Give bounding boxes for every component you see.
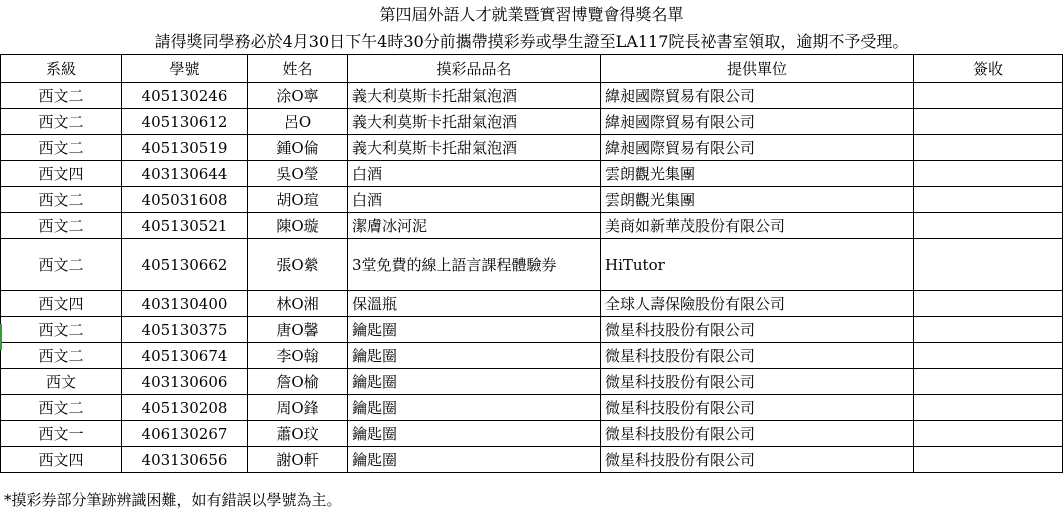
cell-name[interactable]: 林O湘: [248, 291, 348, 317]
table-row: [1, 83, 1063, 109]
cell-dept[interactable]: 西文二: [1, 343, 122, 369]
cell-name[interactable]: 周O鋒: [248, 395, 348, 421]
cell-prize[interactable]: 鑰匙圈: [348, 369, 601, 395]
cell-dept[interactable]: 西文二: [1, 317, 122, 343]
cell-signature[interactable]: [914, 447, 1063, 473]
header-dept: 系級: [1, 55, 122, 83]
cell-student-id[interactable]: 405130612: [122, 109, 248, 135]
cell-name[interactable]: 謝O軒: [248, 447, 348, 473]
cell-signature[interactable]: [914, 343, 1063, 369]
cell-sponsor[interactable]: 緯昶國際貿易有限公司: [601, 109, 914, 135]
cell-signature[interactable]: [914, 395, 1063, 421]
cell-name[interactable]: 陳O璇: [248, 213, 348, 239]
cell-name[interactable]: 胡O瑄: [248, 187, 348, 213]
table-row: [1, 213, 1063, 239]
table-row: [1, 187, 1063, 213]
cell-student-id[interactable]: 405130519: [122, 135, 248, 161]
table-row: [1, 317, 1063, 343]
cell-student-id[interactable]: 405130521: [122, 213, 248, 239]
cell-signature[interactable]: [914, 239, 1063, 291]
table-row: [1, 239, 1063, 291]
cell-signature[interactable]: [914, 291, 1063, 317]
cell-sponsor[interactable]: 緯昶國際貿易有限公司: [601, 135, 914, 161]
cell-dept[interactable]: 西文二: [1, 109, 122, 135]
cell-sponsor[interactable]: 微星科技股份有限公司: [601, 343, 914, 369]
cell-sponsor[interactable]: 雲朗觀光集團: [601, 161, 914, 187]
cell-student-id[interactable]: 405130208: [122, 395, 248, 421]
cell-dept[interactable]: 西文二: [1, 213, 122, 239]
cell-signature[interactable]: [914, 135, 1063, 161]
cell-dept[interactable]: 西文二: [1, 187, 122, 213]
cell-student-id[interactable]: 406130267: [122, 421, 248, 447]
cell-sponsor[interactable]: 微星科技股份有限公司: [601, 447, 914, 473]
cell-student-id[interactable]: 403130606: [122, 369, 248, 395]
cell-name[interactable]: 詹O榆: [248, 369, 348, 395]
cell-prize[interactable]: 白酒: [348, 161, 601, 187]
winners-table: [0, 54, 1063, 473]
header-row: [1, 55, 1063, 83]
cell-name[interactable]: 唐O馨: [248, 317, 348, 343]
cell-prize[interactable]: 鑰匙圈: [348, 395, 601, 421]
cell-prize[interactable]: 鑰匙圈: [348, 343, 601, 369]
cell-prize[interactable]: 義大利莫斯卡托甜氣泡酒: [348, 135, 601, 161]
cell-sponsor[interactable]: 微星科技股份有限公司: [601, 317, 914, 343]
cell-dept[interactable]: 西文一: [1, 421, 122, 447]
cell-sponsor[interactable]: 微星科技股份有限公司: [601, 421, 914, 447]
cell-dept[interactable]: 西文二: [1, 239, 122, 291]
footnote: *摸彩券部分筆跡辨識困難，如有錯誤以學號為主。: [4, 491, 342, 509]
cell-student-id[interactable]: 405130674: [122, 343, 248, 369]
cell-prize[interactable]: 鑰匙圈: [348, 421, 601, 447]
cell-dept[interactable]: 西文四: [1, 291, 122, 317]
cell-prize[interactable]: 義大利莫斯卡托甜氣泡酒: [348, 109, 601, 135]
cell-name[interactable]: 蕭O玟: [248, 421, 348, 447]
cell-prize[interactable]: 鑰匙圈: [348, 447, 601, 473]
row-marker: [0, 324, 2, 350]
cell-dept[interactable]: 西文二: [1, 83, 122, 109]
cell-name[interactable]: 張O縈: [248, 239, 348, 291]
cell-signature[interactable]: [914, 187, 1063, 213]
cell-signature[interactable]: [914, 317, 1063, 343]
header-name: 姓名: [248, 55, 348, 83]
cell-student-id[interactable]: 403130400: [122, 291, 248, 317]
table-row: [1, 135, 1063, 161]
table-row: [1, 109, 1063, 135]
cell-name[interactable]: 鍾O倫: [248, 135, 348, 161]
cell-signature[interactable]: [914, 109, 1063, 135]
cell-prize[interactable]: 保溫瓶: [348, 291, 601, 317]
cell-prize[interactable]: 3堂免費的線上語言課程體驗券: [348, 239, 601, 291]
cell-sponsor[interactable]: 美商如新華茂股份有限公司: [601, 213, 914, 239]
table-row: [1, 343, 1063, 369]
table-row: [1, 161, 1063, 187]
cell-prize[interactable]: 鑰匙圈: [348, 317, 601, 343]
cell-student-id[interactable]: 403130644: [122, 161, 248, 187]
cell-student-id[interactable]: 405031608: [122, 187, 248, 213]
cell-dept[interactable]: 西文二: [1, 395, 122, 421]
cell-student-id[interactable]: 405130662: [122, 239, 248, 291]
cell-sponsor[interactable]: 全球人壽保險股份有限公司: [601, 291, 914, 317]
cell-student-id[interactable]: 405130375: [122, 317, 248, 343]
cell-dept[interactable]: 西文四: [1, 161, 122, 187]
cell-name[interactable]: 呂O: [248, 109, 348, 135]
cell-sponsor[interactable]: 微星科技股份有限公司: [601, 395, 914, 421]
cell-signature[interactable]: [914, 83, 1063, 109]
cell-signature[interactable]: [914, 369, 1063, 395]
cell-signature[interactable]: [914, 161, 1063, 187]
cell-sponsor[interactable]: 緯昶國際貿易有限公司: [601, 83, 914, 109]
header-signature: 簽收: [914, 55, 1063, 83]
cell-dept[interactable]: 西文四: [1, 447, 122, 473]
table-row: [1, 421, 1063, 447]
cell-name[interactable]: 涂O寧: [248, 83, 348, 109]
cell-sponsor[interactable]: 微星科技股份有限公司: [601, 369, 914, 395]
cell-prize[interactable]: 白酒: [348, 187, 601, 213]
table-row: [1, 291, 1063, 317]
cell-sponsor[interactable]: 雲朗觀光集團: [601, 187, 914, 213]
header-prize: 摸彩品品名: [348, 55, 601, 83]
cell-prize[interactable]: 義大利莫斯卡托甜氣泡酒: [348, 83, 601, 109]
cell-student-id[interactable]: 403130656: [122, 447, 248, 473]
cell-name[interactable]: 吳O瑩: [248, 161, 348, 187]
cell-dept[interactable]: 西文二: [1, 135, 122, 161]
cell-signature[interactable]: [914, 213, 1063, 239]
cell-sponsor[interactable]: HiTutor: [601, 239, 914, 291]
header-student-id: 學號: [122, 55, 248, 83]
table-row: [1, 447, 1063, 473]
cell-signature[interactable]: [914, 421, 1063, 447]
header-sponsor: 提供單位: [601, 55, 914, 83]
cell-dept[interactable]: 西文: [1, 369, 122, 395]
pickup-notice: 請得獎同學務必於4月30日下午4時30分前攜帶摸彩券或學生證至LA117院長祕書室領取，逾期不予受理。: [154, 32, 909, 51]
cell-student-id[interactable]: 405130246: [122, 83, 248, 109]
table-row: [1, 369, 1063, 395]
table-row: [1, 395, 1063, 421]
cell-name[interactable]: 李O翰: [248, 343, 348, 369]
cell-prize[interactable]: 潔膚冰河泥: [348, 213, 601, 239]
sheet-title: 第四屆外語人才就業暨實習博覽會得獎名單: [379, 5, 684, 24]
